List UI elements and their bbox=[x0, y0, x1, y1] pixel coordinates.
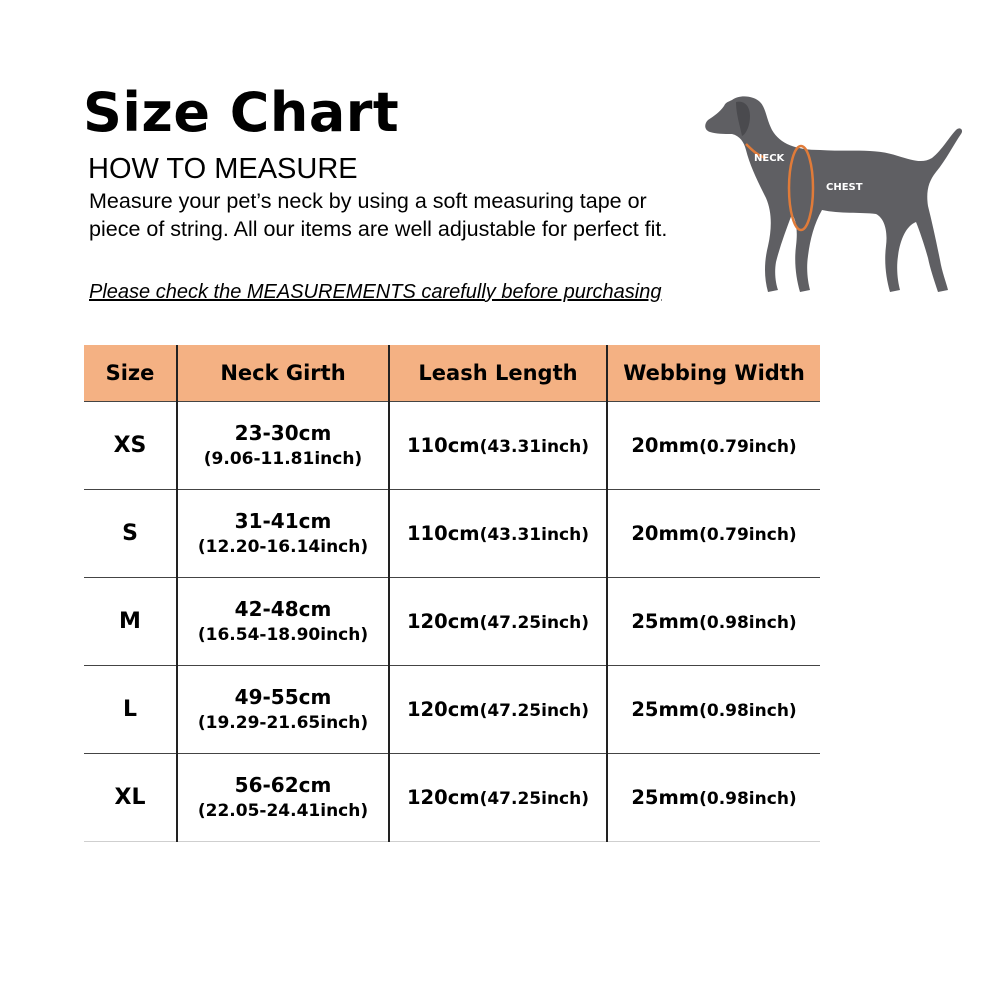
neck-girth-cell bbox=[177, 578, 389, 666]
webbing-width-inch: (0.98inch) bbox=[699, 701, 797, 721]
neck-girth-cm: 49-55cm bbox=[234, 685, 332, 709]
neck-girth-cell bbox=[177, 402, 389, 490]
leash-length-cell bbox=[389, 402, 607, 490]
how-to-measure-heading: HOW TO MEASURE bbox=[88, 153, 358, 185]
column-header-webbing-width: Webbing Width bbox=[607, 345, 820, 402]
size-cell: M bbox=[84, 578, 177, 666]
leash-length-inch: (47.25inch) bbox=[479, 789, 589, 809]
table-row bbox=[84, 666, 820, 754]
neck-girth-cm: 42-48cm bbox=[234, 597, 332, 621]
neck-girth-cell bbox=[177, 666, 389, 754]
column-header-size: Size bbox=[84, 345, 177, 402]
size-cell: L bbox=[84, 666, 177, 754]
measure-instructions: Measure your pet’s neck by using a soft measuring tape or piece of string. All our items are well adjustable for perfect fit. bbox=[89, 189, 668, 241]
purchase-note: Please check the MEASUREMENTS carefully before purchasing bbox=[89, 281, 662, 303]
webbing-width-mm: 20mm bbox=[631, 522, 700, 545]
webbing-width-mm: 25mm bbox=[631, 786, 700, 809]
webbing-width-inch: (0.79inch) bbox=[699, 525, 797, 545]
leash-length-cm: 110cm bbox=[406, 522, 480, 545]
leash-length-cell bbox=[389, 490, 607, 578]
leash-length-cell bbox=[389, 666, 607, 754]
neck-girth-inch: (9.06-11.81inch) bbox=[203, 449, 363, 469]
webbing-width-cell bbox=[607, 754, 820, 842]
neck-girth-inch: (19.29-21.65inch) bbox=[197, 713, 369, 733]
leash-length-inch: (43.31inch) bbox=[479, 437, 589, 457]
webbing-width-cell bbox=[607, 666, 820, 754]
webbing-width-cell bbox=[607, 402, 820, 490]
table-row bbox=[84, 490, 820, 578]
leash-length-cm: 110cm bbox=[406, 434, 480, 457]
webbing-width-inch: (0.79inch) bbox=[699, 437, 797, 457]
size-chart-table bbox=[84, 345, 820, 842]
webbing-width-cell bbox=[607, 490, 820, 578]
leash-length-inch: (47.25inch) bbox=[479, 701, 589, 721]
neck-girth-cm: 23-30cm bbox=[234, 421, 332, 445]
neck-girth-inch: (22.05-24.41inch) bbox=[197, 801, 369, 821]
leash-length-cm: 120cm bbox=[406, 610, 480, 633]
size-cell: S bbox=[84, 490, 177, 578]
neck-girth-cm: 31-41cm bbox=[234, 509, 332, 533]
column-header-leash-length: Leash Length bbox=[389, 345, 607, 402]
webbing-width-cell bbox=[607, 578, 820, 666]
neck-girth-inch: (16.54-18.90inch) bbox=[197, 625, 369, 645]
leash-length-cell bbox=[389, 754, 607, 842]
table-row bbox=[84, 402, 820, 490]
neck-girth-cell bbox=[177, 490, 389, 578]
neck-label: NECK bbox=[754, 153, 785, 164]
table-header-row bbox=[84, 345, 820, 402]
leash-length-cell bbox=[389, 578, 607, 666]
webbing-width-mm: 25mm bbox=[631, 610, 700, 633]
neck-girth-cell bbox=[177, 754, 389, 842]
webbing-width-mm: 20mm bbox=[631, 434, 700, 457]
size-cell: XL bbox=[84, 754, 177, 842]
webbing-width-inch: (0.98inch) bbox=[699, 613, 797, 633]
column-header-neck-girth: Neck Girth bbox=[177, 345, 389, 402]
webbing-width-mm: 25mm bbox=[631, 698, 700, 721]
table-row bbox=[84, 754, 820, 842]
neck-girth-cm: 56-62cm bbox=[234, 773, 332, 797]
dog-measurement-illustration bbox=[700, 90, 965, 300]
leash-length-cm: 120cm bbox=[406, 786, 480, 809]
leash-length-cm: 120cm bbox=[406, 698, 480, 721]
size-cell: XS bbox=[84, 402, 177, 490]
leash-length-inch: (43.31inch) bbox=[479, 525, 589, 545]
dog-silhouette-icon bbox=[705, 96, 962, 292]
page-title: Size Chart bbox=[83, 81, 400, 144]
neck-girth-inch: (12.20-16.14inch) bbox=[197, 537, 369, 557]
leash-length-inch: (47.25inch) bbox=[479, 613, 589, 633]
chest-label: CHEST bbox=[826, 182, 863, 193]
table-row bbox=[84, 578, 820, 666]
webbing-width-inch: (0.98inch) bbox=[699, 789, 797, 809]
